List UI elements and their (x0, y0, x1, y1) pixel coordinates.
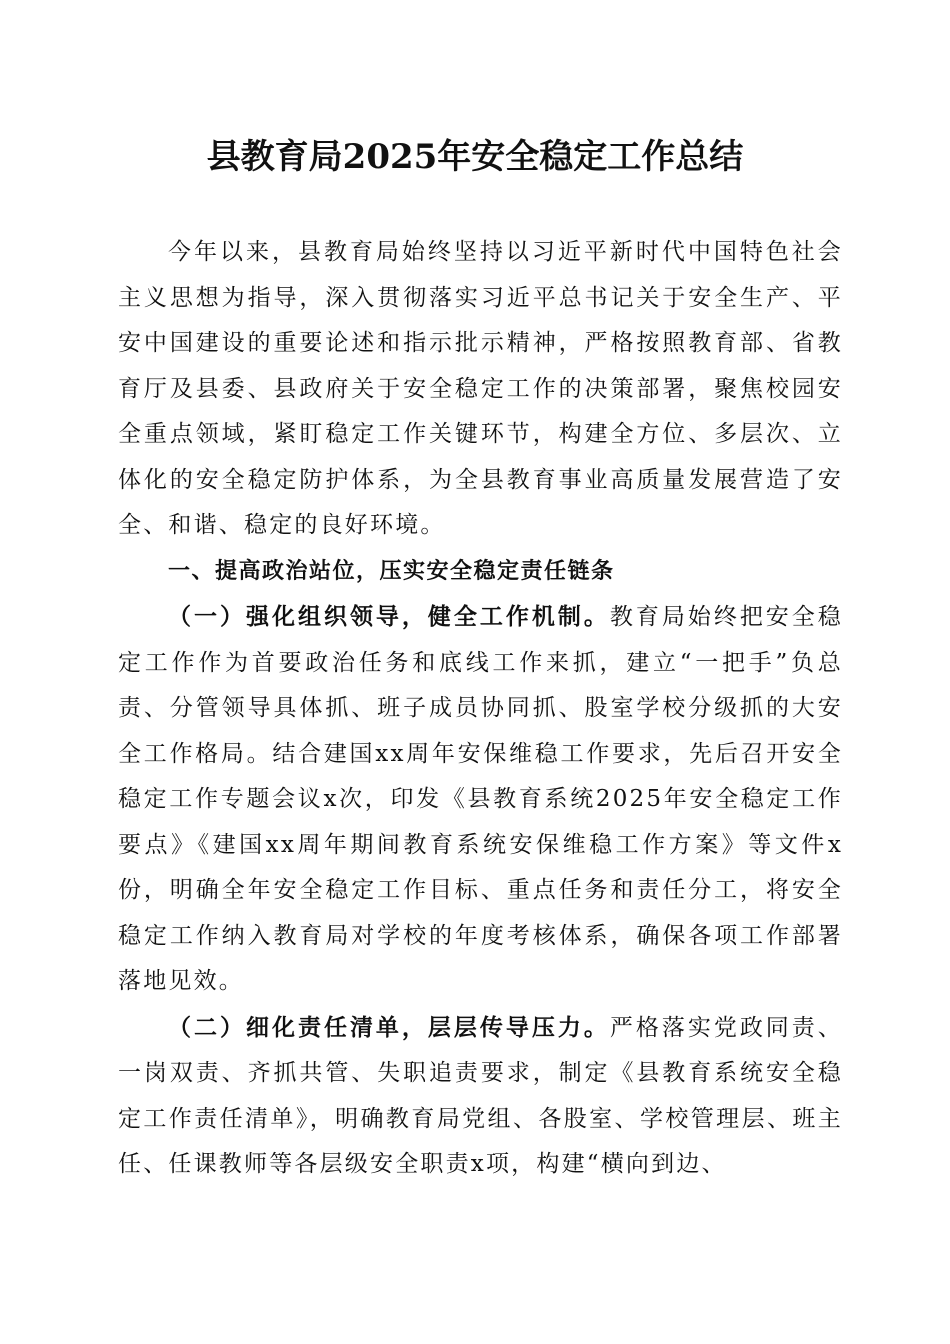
section-1-1-paragraph (118, 594, 843, 1005)
document-title: 县教育局2025年安全稳定工作总结 (206, 137, 744, 177)
section-1-2-text: 严格落实党政同责、一岗双责、齐抓共管、失职追责要求，制定《县教育系统安全稳定工作责任清单》，明确教育局党组、各股室、学校管理层、班主任、任课教师等各层级安全职责x项，构建“横向到边、 (118, 1014, 843, 1177)
section-1-2-lead: （二）细化责任清单，层层传导压力。 (168, 1013, 610, 1041)
document-body (118, 230, 843, 1188)
section-1-1-text: 教育局始终把安全稳定工作作为首要政治任务和底线工作来抓，建立“一把手”负总责、分管领导具体抓、班子成员协同抓、股室学校分级抓的大安全工作格局。结合建国xx周年安保维稳工作要求，先后召开安全稳定工作专题会议x次，印发《县教育系统2025年安全稳定工作要点》《建国xx周年期间教育系统安保维稳工作方案》等文件x份，明确全年安全稳定工作目标、重点任务和责任分工，将安全稳定工作纳入教育局对学校的年度考核体系，确保各项工作部署落地见效。 (118, 604, 843, 994)
section-1-2-paragraph (118, 1005, 843, 1188)
section-1-1-lead: （一）强化组织领导，健全工作机制。 (168, 603, 610, 630)
section-1-heading: 一、提高政治站位，压实安全稳定责任链条 (168, 558, 615, 584)
intro-paragraph: 今年以来，县教育局始终坚持以习近平新时代中国特色社会主义思想为指导，深入贯彻落实习近平总书记关于安全生产、平安中国建设的重要论述和指示批示精神，严格按照教育部、省教育厅及县委、县政府关于安全稳定工作的决策部署，聚焦校园安全重点领域，紧盯稳定工作关键环节，构建全方位、多层次、立体化的安全稳定防护体系，为全县教育事业高质量发展营造了安全、和谐、稳定的良好环境。 (118, 239, 843, 538)
